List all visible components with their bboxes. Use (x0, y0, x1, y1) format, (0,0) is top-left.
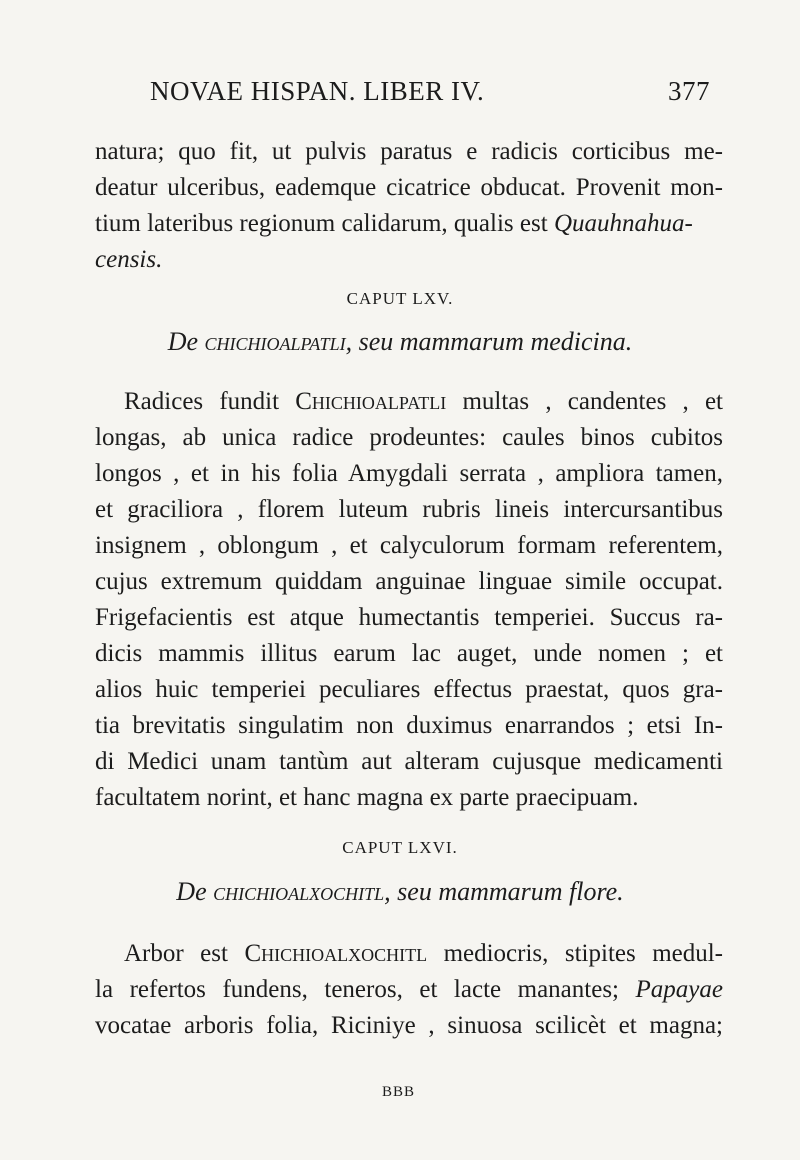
chapter-heading-lxv: CAPUT LXV. (346, 289, 454, 308)
paragraph-continuation (95, 134, 723, 278)
text-line: dicis mammis illitus earum lac auget, unde nomen ; et (95, 640, 723, 667)
text-line: cujus extremum quiddam anguinae linguae simile occupat. (95, 568, 723, 595)
page-number: 377 (668, 76, 710, 106)
text-line: et graciliora , florem luteum rubris lineis intercursantibus (95, 496, 723, 523)
text-line: deatur ulceribus, eademque cicatrice obducat. Provenit mon- (95, 174, 723, 201)
text-line: Frigefacientis est atque humectantis temperiei. Succus ra- (95, 604, 723, 631)
text-line: la refertos fundens, teneros, et lacte manantes; Papayae (95, 976, 723, 1003)
text-line: insignem , oblongum , et calyculorum formam referentem, (95, 532, 723, 559)
running-title: NOVAE HISPAN. LIBER IV. (150, 76, 485, 106)
text-line: tium lateribus regionum calidarum, qualis est Quauhnahua- (95, 210, 693, 237)
text-line: tia brevitatis singulatim non duximus enarrandos ; etsi In- (95, 712, 723, 739)
signature-mark: BBB (382, 1084, 416, 1100)
chapter-subtitle-lxvi: De chichioalxochitl, seu mammarum flore. (176, 877, 624, 906)
text-line: alios huic temperiei peculiares effectus praestat, quos gra- (95, 676, 723, 703)
text-line: Radices fundit Chichioalpatli multas , candentes , et (124, 388, 724, 415)
text-line: natura; quo fit, ut pulvis paratus e radicis corticibus me- (95, 138, 723, 165)
chapter-lxvi-body (95, 936, 723, 1044)
text-line: censis. (95, 246, 163, 273)
text-line: longos , et in his folia Amygdali serrata , ampliora tamen, (95, 460, 723, 487)
text-line: di Medici unam tantùm aut alteram cujusque medicamenti (95, 748, 723, 775)
page-header (150, 76, 710, 116)
text-line: Arbor est Chichioalxochitl mediocris, stipites medul- (124, 940, 724, 967)
text-line: longas, ab unica radice prodeuntes: caules binos cubitos (95, 424, 723, 451)
chapter-heading-lxvi: CAPUT LXVI. (342, 838, 458, 857)
text-line: facultatem norint, et hanc magna ex parte praecipuam. (95, 784, 639, 811)
chapter-lxv-body (95, 384, 723, 816)
chapter-subtitle-lxv: De chichioalpatli, seu mammarum medicina. (167, 327, 633, 356)
text-line: vocatae arboris folia, Riciniye , sinuosa scilicèt et magna; (95, 1012, 723, 1039)
